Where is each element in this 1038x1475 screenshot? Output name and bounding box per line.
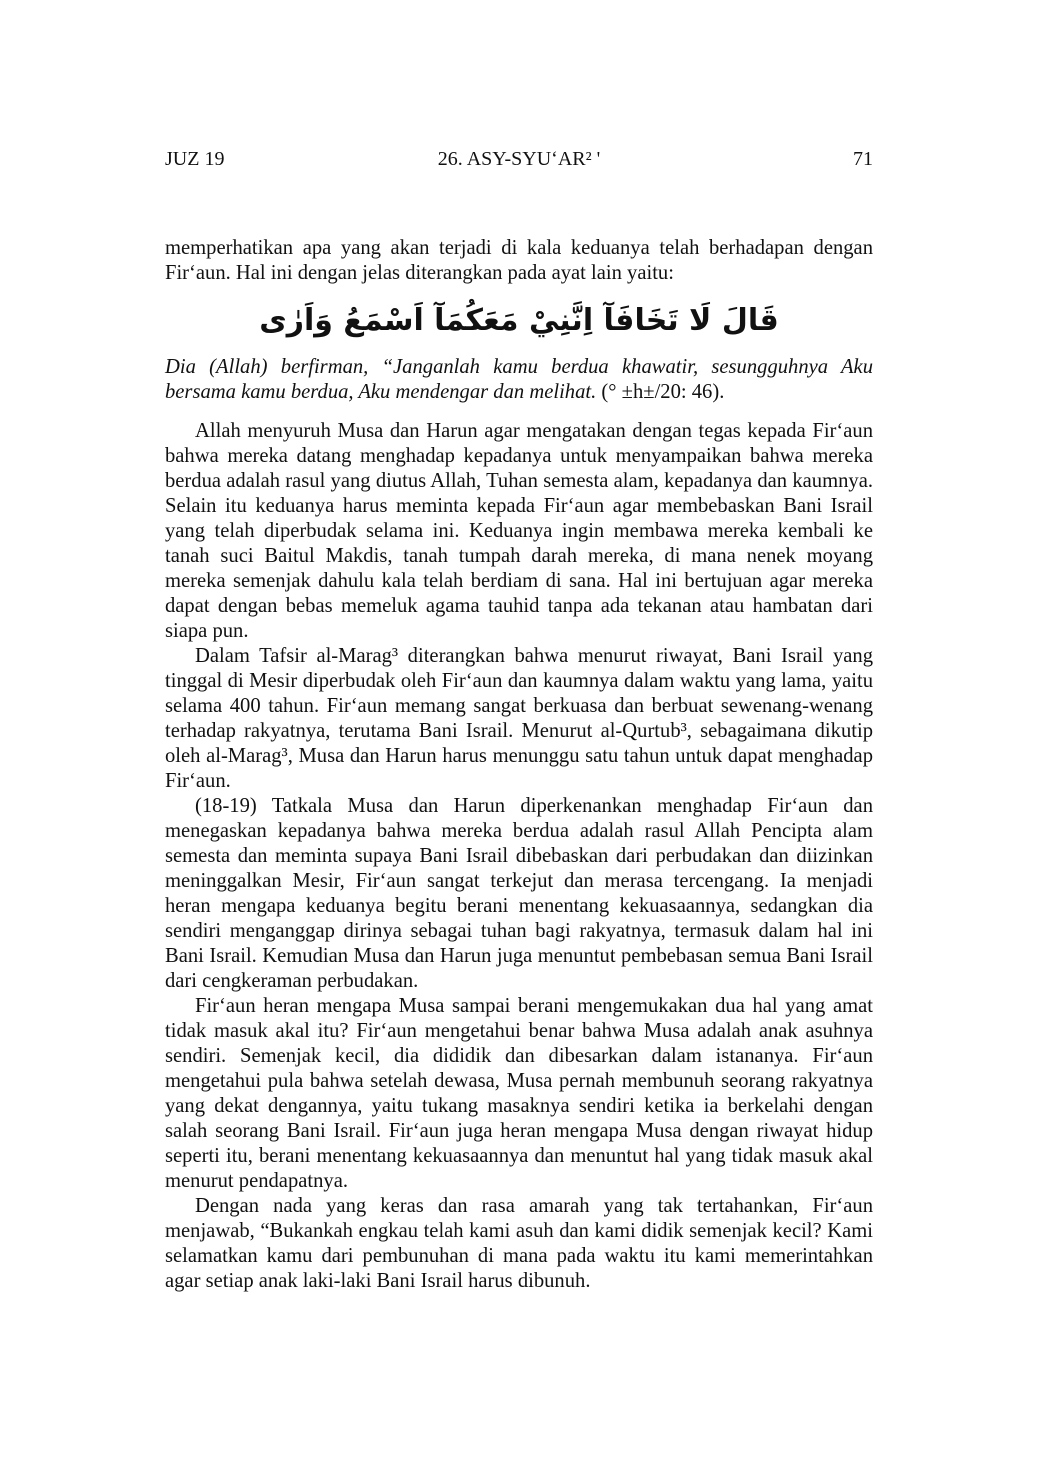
paragraph: (18-19) Tatkala Musa dan Harun diperkenankan menghadap Fir‘aun dan menegaskan kepadanya bahwa mereka berdua adalah rasul Allah Pencipta alam semesta dan meminta supaya Bani Israil dibebaskan dari perbudakan dan diizinkan meninggalkan Mesir, Fir‘aun sangat terkejut dan merasa tercengang. Ia menjadi heran mengapa keduanya begitu berani menentang kekuasaannya, sedangkan dia sendiri menganggap dirinya sebagai tuhan bagi rakyatnya, termasuk dalam hal ini Bani Israil. Kemudian Musa dan Harun juga menuntut pembebasan semua Bani Israil dari cengkeraman perbudakan. — [165, 795, 873, 992]
paragraph: Fir‘aun heran mengapa Musa sampai berani mengemukakan dua hal yang amat tidak masuk akal itu? Fir‘aun mengetahui benar bahwa Musa adalah anak asuhnya sendiri. Semenjak kecil, dia dididik dan dibesarkan dalam istananya. Fir‘aun mengetahui pula bahwa setelah dewasa, Musa pernah membunuh seorang rakyatnya yang dekat dengannya, yaitu tukang masaknya sendiri ketika ia berkelahi dengan salah seorang Bani Israil. Fir‘aun juga heran mengapa Musa dengan riwayat hidup seperti itu, berani menentang kekuasaannya dan menuntut hal yang tidak masuk akal menurut pendapatnya. — [165, 995, 873, 1192]
surah-title: 26. ASY-SYU‘AR² ' — [437, 148, 601, 170]
paragraph: Dengan nada yang keras dan rasa amarah yang tak tertahankan, Fir‘aun menjawab, “Bukankah engkau telah kami asuh dan kami didik semenjak kecil? Kami selamatkan kamu dari pembunuhan di mana pada waktu itu kami memerintahkan agar setiap anak laki-laki Bani Israil harus dibunuh. — [165, 1195, 873, 1292]
juz-label: JUZ 19 — [165, 148, 225, 170]
page-body — [165, 236, 873, 1294]
page-number: 71 — [853, 148, 873, 170]
translation-text: Dia (Allah) berfirman, “Janganlah kamu berdua khawatir, sesungguhnya Aku bersama kamu berdua, Aku mendengar dan melihat. — [165, 356, 873, 403]
intro-paragraph: memperhatikan apa yang akan terjadi di kala keduanya telah berhadapan dengan Fir‘aun. Hal ini dengan jelas diterangkan pada ayat lain yaitu: — [165, 237, 873, 284]
verse-translation — [165, 355, 873, 405]
verse-citation: (° ±h±/20: 46). — [601, 381, 725, 403]
running-header — [165, 146, 873, 174]
paragraph: Allah menyuruh Musa dan Harun agar mengatakan dengan tegas kepada Fir‘aun bahwa mereka datang menghadap kepadanya untuk menyampaikan bahwa mereka berdua adalah rasul yang diutus Allah, Tuhan semesta alam, kepadanya dan kaumnya. Selain itu keduanya harus meminta kepada Fir‘aun agar membebaskan Bani Israil yang telah diperbudak selama ini. Keduanya ingin membawa mereka kembali ke tanah suci Baitul Makdis, tanah tumpah darah mereka, di mana nenek moyang mereka semenjak dahulu kala telah berdiam di sana. Hal ini bertujuan agar mereka dapat dengan bebas memeluk agama tauhid tanpa ada tekanan atau hambatan dari siapa pun. — [165, 420, 873, 642]
paragraph: Dalam Tafsir al-Marag³ diterangkan bahwa menurut riwayat, Bani Israil yang tinggal di Mesir diperbudak oleh Fir‘aun dan kaumnya dalam waktu yang lama, yaitu selama 400 tahun. Fir‘aun memang sangat berkuasa dan berbuat sewenang-wenang terhadap rakyatnya, terutama Bani Israil. Menurut al-Qurtub³, sebagaimana dikutip oleh al-Marag³, Musa dan Harun harus menunggu satu tahun untuk dapat menghadap Fir‘aun. — [165, 645, 873, 792]
arabic-verse: قَالَ لَا تَخَافَآ اِنَّنِيْ مَعَكُمَآ اَسْمَعُ وَاَرٰى — [259, 303, 779, 338]
